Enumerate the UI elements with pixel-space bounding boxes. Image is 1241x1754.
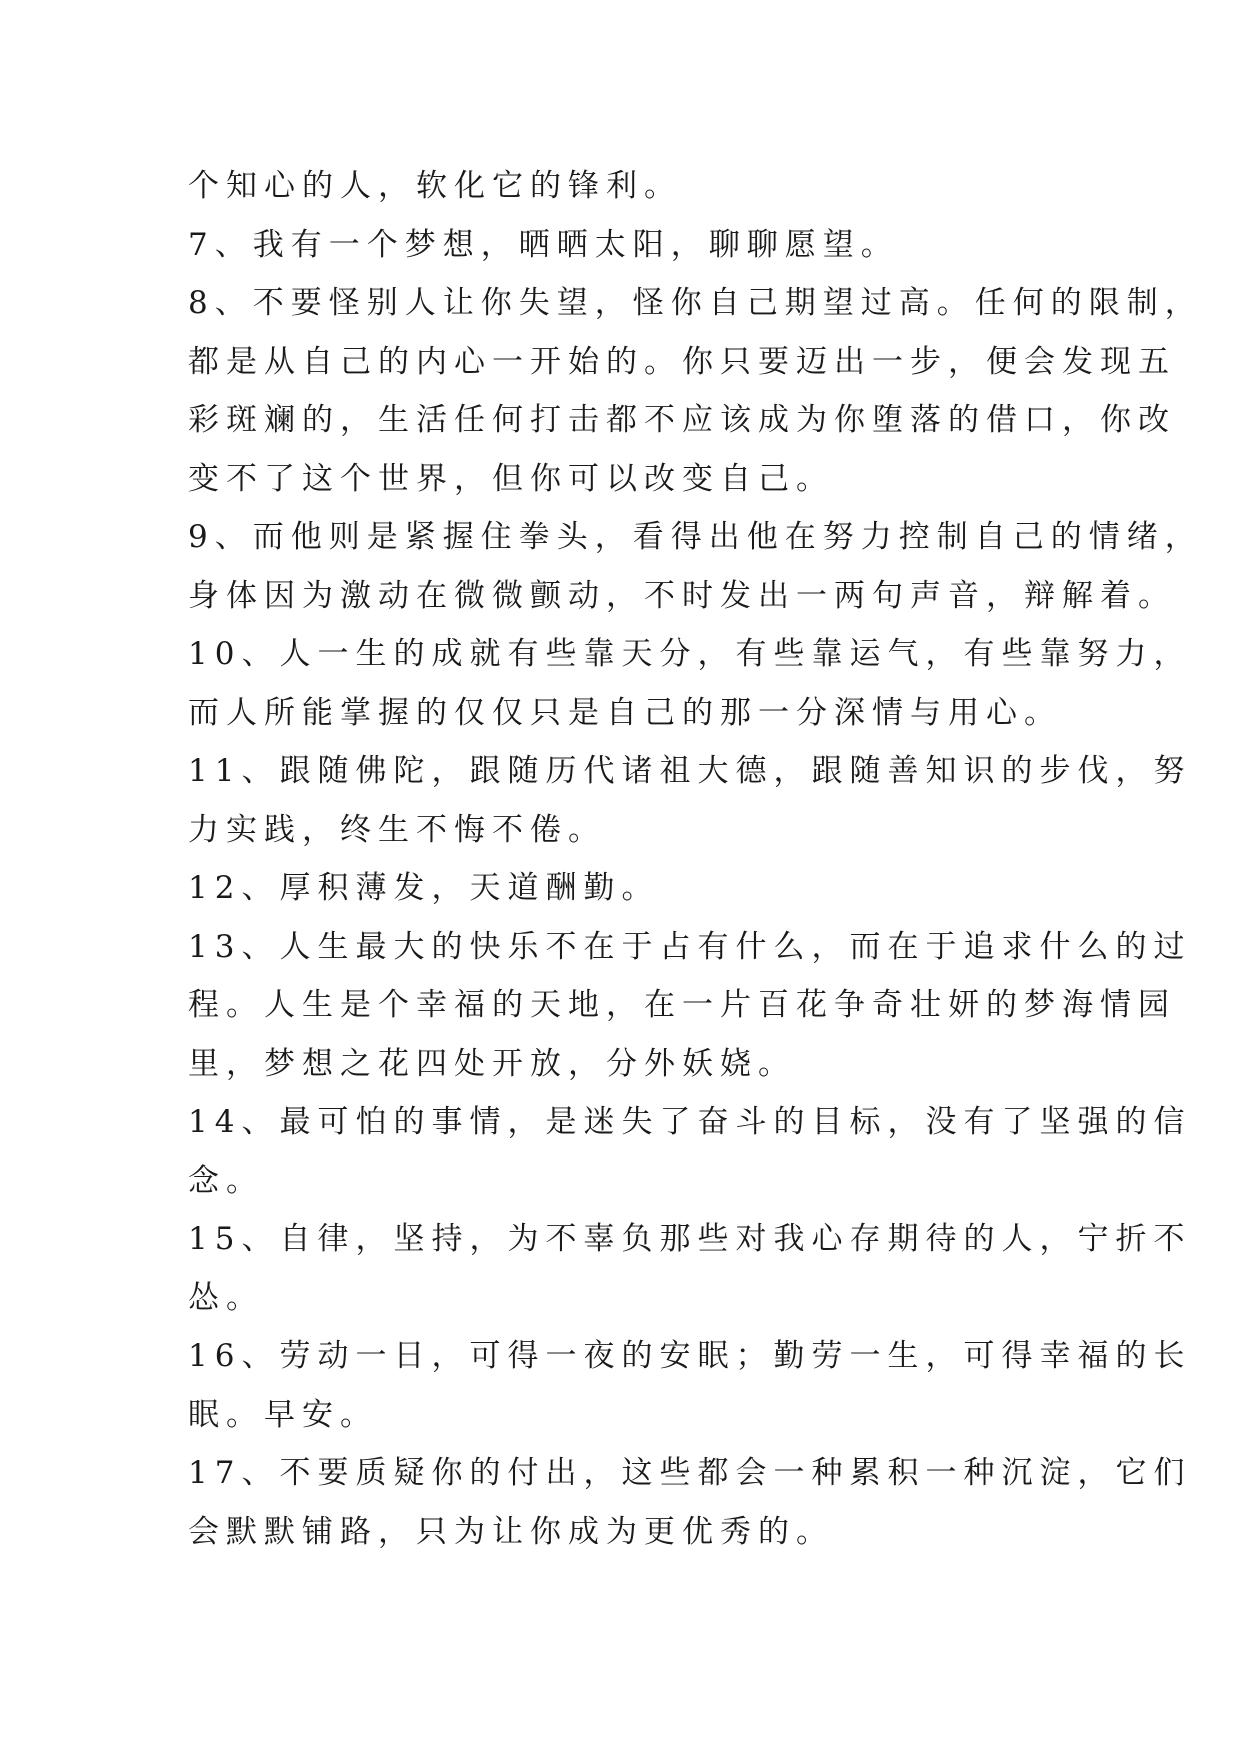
text-line: 个知心的人，软化它的锋利。	[188, 168, 682, 204]
text-line: 怂。	[188, 1280, 264, 1316]
text-line: 13、人生最大的快乐不在于占有什么，而在于追求什么的过	[188, 929, 1192, 965]
text-line: 变不了这个世界，但你可以改变自己。	[188, 461, 834, 497]
text-line: 8、不要怪别人让你失望，怪你自己期望过高。任何的限制，	[188, 285, 1203, 321]
text-line: 17、不要质疑你的付出，这些都会一种累积一种沉淀，它们	[188, 1455, 1192, 1491]
text-line: 力实践，终生不悔不倦。	[188, 812, 606, 848]
text-line: 都是从自己的内心一开始的。你只要迈出一步，便会发现五	[188, 344, 1176, 380]
text-line: 12、厚积薄发，天道酬勤。	[188, 870, 660, 906]
text-line: 10、人一生的成就有些靠天分，有些靠运气，有些靠努力，	[188, 636, 1192, 672]
text-line: 15、自律，坚持，为不辜负那些对我心存期待的人，宁折不	[188, 1221, 1192, 1257]
text-line: 里，梦想之花四处开放，分外妖娆。	[188, 1046, 796, 1082]
text-line: 念。	[188, 1163, 264, 1199]
text-line: 7、我有一个梦想，晒晒太阳，聊聊愿望。	[188, 227, 899, 263]
text-line: 16、劳动一日，可得一夜的安眠；勤劳一生，可得幸福的长	[188, 1338, 1192, 1374]
text-line: 眠。早安。	[188, 1397, 378, 1433]
text-line: 11、跟随佛陀，跟随历代诸祖大德，跟随善知识的步伐，努	[188, 753, 1192, 789]
text-line: 身体因为激动在微微颤动，不时发出一两句声音，辩解着。	[188, 578, 1176, 614]
text-line: 程。人生是个幸福的天地，在一片百花争奇壮妍的梦海情园	[188, 987, 1176, 1023]
text-line: 14、最可怕的事情，是迷失了奋斗的目标，没有了坚强的信	[188, 1104, 1192, 1140]
text-line: 会默默铺路，只为让你成为更优秀的。	[188, 1514, 834, 1550]
text-line: 而人所能掌握的仅仅只是自己的那一分深情与用心。	[188, 695, 1062, 731]
text-line: 9、而他则是紧握住拳头，看得出他在努力控制自己的情绪，	[188, 519, 1203, 555]
text-line: 彩斑斓的，生活任何打击都不应该成为你堕落的借口，你改	[188, 402, 1176, 438]
